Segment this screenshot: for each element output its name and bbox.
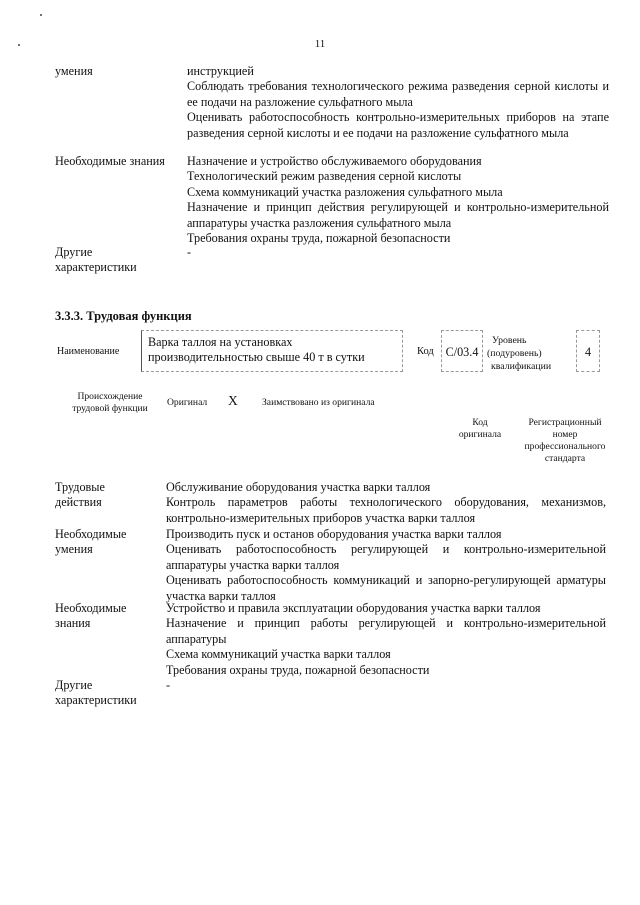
knowledge-item: Схема коммуникаций участка варки таллоя xyxy=(166,647,391,662)
actions-label xyxy=(55,480,105,511)
skill-item: Оценивать работоспособность контрольно-измерительных приборов на этапе разведения серной кислоты и ее подачи на разложение сульфатного мыла xyxy=(187,110,609,140)
knowledge-item: Требования охраны труда, пожарной безопасности xyxy=(166,662,430,677)
other-label-line: характеристики xyxy=(55,693,137,708)
original-label: Оригинал xyxy=(167,397,208,408)
action-item: Обслуживание оборудования участка варки таллоя xyxy=(166,480,431,494)
code-value-box: C/03.4 xyxy=(441,330,483,372)
knowledge-label-prev: Необходимые знания xyxy=(55,154,165,168)
origin-label xyxy=(60,391,160,415)
code-original-label xyxy=(447,417,513,441)
page-number: 11 xyxy=(314,38,326,50)
reg-number-line: стандарта xyxy=(544,453,586,464)
knowledge-label xyxy=(55,601,126,632)
knowledge-list xyxy=(166,601,606,678)
level-label-line: Уровень xyxy=(492,335,527,346)
other-label xyxy=(55,678,137,709)
skills-list xyxy=(166,527,606,604)
reg-number-line: Регистрационный xyxy=(528,417,602,428)
other-label-prev xyxy=(55,245,137,276)
knowledge-label-line: Необходимые xyxy=(55,601,127,615)
skills-list-prev xyxy=(187,64,609,141)
level-value-box: 4 xyxy=(576,330,600,372)
original-checkmark: X xyxy=(228,393,238,408)
knowledge-item: Устройство и правила эксплуатации оборудования участка варки таллоя xyxy=(166,601,541,615)
knowledge-item: Требования охраны труда, пожарной безопасности xyxy=(187,231,451,246)
actions-label-line: Трудовые xyxy=(55,480,105,494)
action-item: Контроль параметров работы технологического оборудования, механизмов, контрольно-измерительных приборов участка варки таллоя xyxy=(166,495,606,525)
knowledge-item: Технологический режим разведения серной кислоты xyxy=(187,169,462,184)
level-label-line: квалификации xyxy=(491,361,552,372)
reg-number-line: профессионального xyxy=(524,441,606,452)
code-label: Код xyxy=(417,346,434,357)
skill-item: Оценивать работоспособность коммуникаций и запорно-регулирующей арматуры участка варки таллоя xyxy=(166,573,606,603)
level-label-line: (подуровень) xyxy=(487,348,542,359)
origin-label-line: Происхождение xyxy=(77,391,143,402)
skills-label-prev: умения xyxy=(55,64,93,78)
actions-label-line: действия xyxy=(55,495,102,510)
knowledge-label-line: знания xyxy=(55,616,91,631)
knowledge-item: Назначение и принцип работы регулирующей и контрольно-измерительной аппаратуры xyxy=(166,616,606,646)
scan-speck xyxy=(40,14,42,16)
borrowed-label: Заимствовано из оригинала xyxy=(262,397,375,408)
knowledge-list-prev xyxy=(187,154,609,246)
name-label: Наименование xyxy=(57,346,120,357)
knowledge-item: Схема коммуникаций участка разложения сульфатного мыла xyxy=(187,184,503,199)
reg-number-label xyxy=(514,417,616,465)
other-value-prev: - xyxy=(187,245,192,259)
code-original-line: оригинала xyxy=(458,429,502,440)
reg-number-line: номер xyxy=(552,429,578,440)
origin-label-line: трудовой функции xyxy=(72,403,148,414)
skill-item: инструкцией xyxy=(187,64,254,78)
knowledge-item: Назначение и устройство обслуживаемого оборудования xyxy=(187,154,482,168)
knowledge-item: Назначение и принцип действия регулирующей и контрольно-измерительной аппаратуры участка разложения сульфатного мыла xyxy=(187,200,609,230)
other-label-line: Другие xyxy=(55,678,93,692)
name-value-box: Варка таллоя на установках производительностью свыше 40 т в сутки xyxy=(141,330,403,372)
skill-item: Производить пуск и останов оборудования участка варки таллоя xyxy=(166,527,502,541)
section-title: 3.3.3. Трудовая функция xyxy=(55,309,192,323)
skills-label xyxy=(55,527,126,558)
skills-label-line: умения xyxy=(55,542,93,557)
other-value: - xyxy=(166,678,171,692)
skill-item: Соблюдать требования технологического режима разведения серной кислоты и ее подачи на разложение сульфатного мыла xyxy=(187,79,609,109)
actions-list xyxy=(166,480,606,526)
level-label xyxy=(487,334,573,373)
skill-item: Оценивать работоспособность регулирующей и контрольно-измерительной аппаратуры участка варки таллоя xyxy=(166,542,606,572)
skills-label-line: Необходимые xyxy=(55,527,127,541)
other-label-line: Другие xyxy=(55,245,93,259)
other-label-line: характеристики xyxy=(55,260,137,275)
code-original-line: Код xyxy=(472,417,488,428)
